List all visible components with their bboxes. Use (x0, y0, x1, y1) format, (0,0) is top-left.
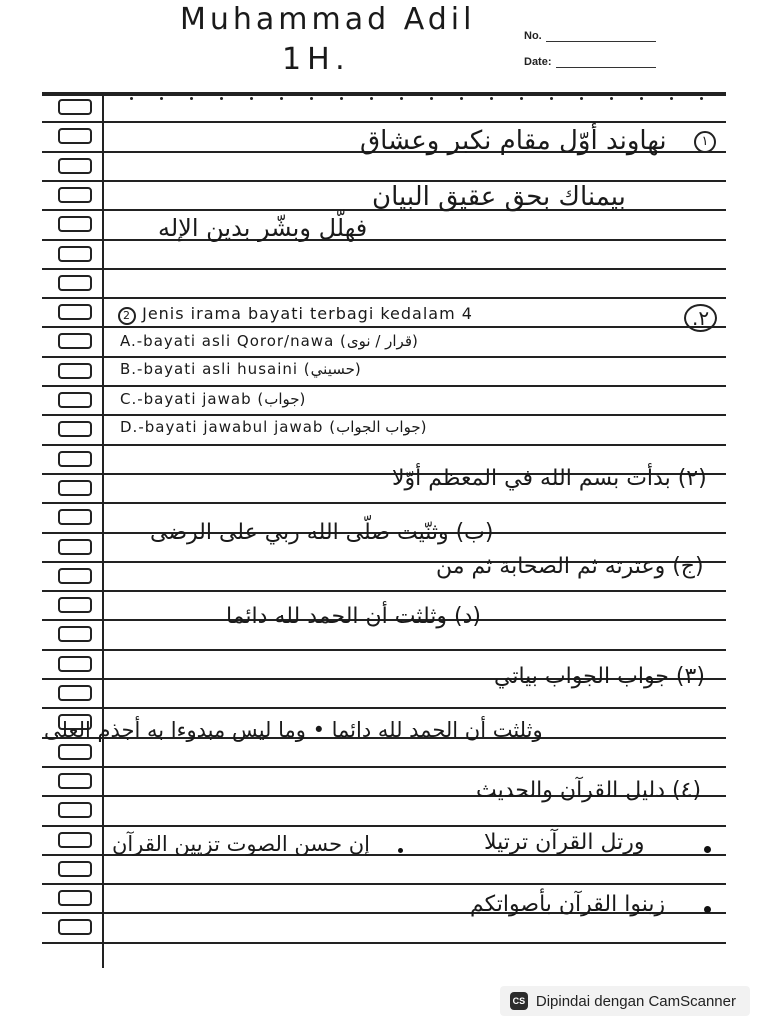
ruled-line (42, 649, 726, 651)
binder-box (58, 744, 92, 760)
camscanner-badge (500, 986, 750, 1016)
line-dot (340, 97, 343, 100)
student-class: 1H. (282, 42, 351, 77)
ruled-line (42, 707, 726, 709)
binder-box (58, 392, 92, 408)
q4-bullet2: زينوا القرآن بأصواتكم (470, 892, 666, 917)
line-dot (670, 97, 673, 100)
q2-heading: 2 Jenis irama bayati terbagi kedalam 4 (118, 304, 473, 325)
q4-bullet1-right: ورتل القرآن ترتيلا (484, 830, 645, 855)
binder-box (58, 128, 92, 144)
binder-box (58, 421, 92, 437)
line-dot (550, 97, 553, 100)
binder-box (58, 363, 92, 379)
ruled-line (42, 502, 726, 504)
binder-box (58, 539, 92, 555)
q3-line1: (٣) جواب الجواب بياتي (494, 664, 705, 689)
verse-a: (٢) بدأت بسم الله في المعظم أوّلا (392, 466, 707, 491)
binder-box (58, 597, 92, 613)
binder-box (58, 158, 92, 174)
q3-line2: وثلثت أن الحمد لله دائما • وما ليس مبدوءا به أجذم العلى (44, 718, 543, 742)
binder-box (58, 861, 92, 877)
verse-b: (ب) وثنّيت صلّى الله ربي على الرضى (150, 520, 494, 545)
margin-line (102, 96, 104, 968)
line-dot (370, 97, 373, 100)
binder-box (58, 656, 92, 672)
ruled-line (42, 92, 726, 96)
ruled-line (42, 942, 726, 944)
binder-box (58, 216, 92, 232)
line-dot (160, 97, 163, 100)
q2-item-c: C.-bayati jawab (جواب) (120, 390, 307, 408)
bullet-2 (704, 906, 711, 913)
bullet-1b (398, 848, 403, 853)
ruled-line (42, 268, 726, 270)
binder-box (58, 685, 92, 701)
q2-number: ٢. (684, 304, 717, 332)
q4-bullet1-left: إن حسن الصوت تزيين القرآن (112, 832, 371, 856)
binder-box (58, 187, 92, 203)
line-dot (640, 97, 643, 100)
binder-box (58, 509, 92, 525)
ruled-line (42, 414, 726, 416)
line-dot (700, 97, 703, 100)
binder-box (58, 773, 92, 789)
ruled-line (42, 297, 726, 299)
ruled-line (42, 356, 726, 358)
q1-number: ١ (694, 130, 716, 153)
line-dot (520, 97, 523, 100)
binder-box (58, 99, 92, 115)
camscanner-icon: CS (510, 992, 528, 1010)
binder-box (58, 480, 92, 496)
bullet-1 (704, 846, 711, 853)
student-name: Muhammad Adil (180, 2, 476, 37)
q1-line3: فهلّل وبشّر بدين الإله (158, 214, 368, 242)
binder-box (58, 802, 92, 818)
ruled-line (42, 883, 726, 885)
line-dot (280, 97, 283, 100)
ruled-line (42, 239, 726, 241)
ruled-line (42, 385, 726, 387)
binder-box (58, 890, 92, 906)
q2-item-b: B.-bayati asli husaini (حسيني) (120, 360, 362, 378)
ruled-line (42, 825, 726, 827)
binder-box (58, 246, 92, 262)
ruled-line (42, 444, 726, 446)
ruled-line (42, 121, 726, 123)
binder-box (58, 626, 92, 642)
ruled-line (42, 766, 726, 768)
verse-c: (ج) وعترته ثم الصحابة ثم من (436, 554, 704, 579)
line-dot (460, 97, 463, 100)
q4-heading: (٤) دليل القرآن والحديث (476, 778, 702, 803)
verse-d: (د) وثلثت أن الحمد لله دائما (226, 604, 481, 629)
binder-box (58, 451, 92, 467)
binder-box (58, 333, 92, 349)
ruled-line (42, 326, 726, 328)
line-dot (490, 97, 493, 100)
line-dot (400, 97, 403, 100)
line-dot (250, 97, 253, 100)
binder-box (58, 832, 92, 848)
ruled-line (42, 590, 726, 592)
line-dot (220, 97, 223, 100)
line-dot (310, 97, 313, 100)
line-dot (610, 97, 613, 100)
q2-item-a: A.-bayati asli Qoror/nawa (قرار / نوى) (120, 332, 419, 350)
camscanner-label: Dipindai dengan CamScanner (535, 992, 736, 1010)
line-dot (580, 97, 583, 100)
binder-box (58, 568, 92, 584)
line-dot (190, 97, 193, 100)
no-field: No. (524, 30, 656, 42)
line-dot (430, 97, 433, 100)
binder-box (58, 304, 92, 320)
binder-box (58, 919, 92, 935)
line-dot (130, 97, 133, 100)
q1-line1: نهاوند أوّل مقام نكبر وعشاق (360, 126, 667, 156)
q1-line2: بيمناك بحق عقيق البيان (372, 182, 626, 212)
date-field: Date: (524, 56, 656, 68)
q2-item-d: D.-bayati jawabul jawab (جواب الجواب) (120, 418, 428, 436)
binder-box (58, 275, 92, 291)
